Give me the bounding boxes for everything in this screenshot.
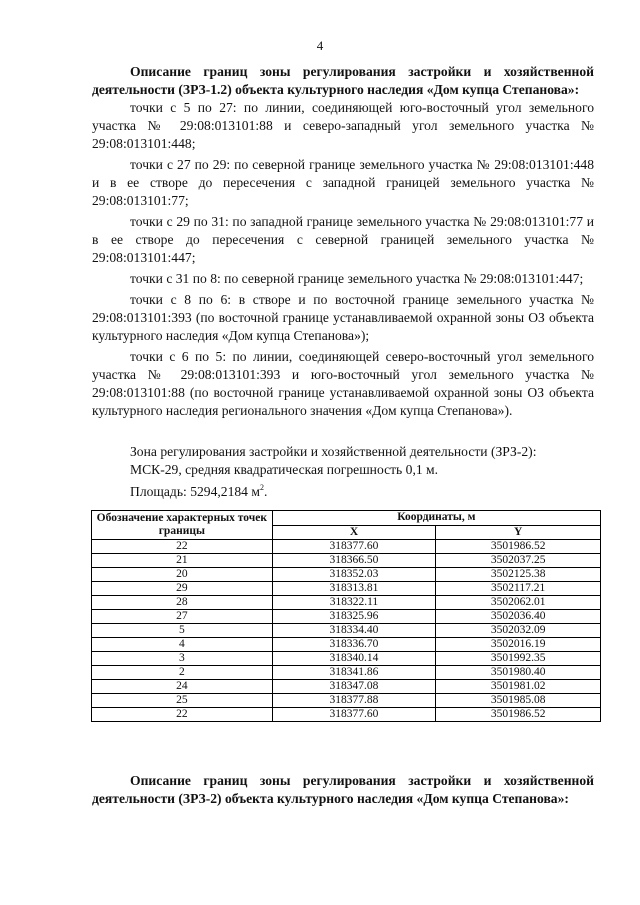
section-2-heading: Описание границ зоны регулирования застройки и хозяйственной деятельности (ЗРЗ-2) объекта культурного наследия «Дом купца Степанова»: [92, 773, 594, 806]
table-row [92, 568, 601, 582]
y-cell: 3501980.40 [436, 666, 601, 680]
zone-area-label: Площадь: 5294,2184 м [130, 484, 260, 499]
table-row [92, 596, 601, 610]
table-row [92, 638, 601, 652]
x-cell: 318334.40 [272, 624, 436, 638]
table-row [92, 610, 601, 624]
boundary-description-3: точки с 29 по 31: по западной границе земельного участка № 29:08:013101:77 и в ее створе до пересечения с северной границей земельного участка № 29:08:013101:447; [92, 214, 594, 265]
x-cell: 318377.88 [272, 694, 436, 708]
y-cell: 3502036.40 [436, 610, 601, 624]
table-row [92, 624, 601, 638]
x-cell: 318366.50 [272, 554, 436, 568]
y-cell: 3502037.25 [436, 554, 601, 568]
x-cell: 318340.14 [272, 652, 436, 666]
header-y: Y [436, 525, 601, 540]
x-cell: 318347.08 [272, 680, 436, 694]
zone-info [130, 443, 536, 501]
x-cell: 318341.86 [272, 666, 436, 680]
point-cell: 28 [92, 596, 273, 610]
boundary-description-2: точки с 27 по 29: по северной границе земельного участка № 29:08:013101:448 и в ее створе до пересечения с западной границей земельного участка № 29:08:013101:77; [92, 157, 594, 208]
section-2 [92, 772, 594, 808]
table-row [92, 582, 601, 596]
y-cell: 3502062.01 [436, 596, 601, 610]
y-cell: 3502032.09 [436, 624, 601, 638]
zone-area [130, 479, 536, 501]
table-row [92, 708, 601, 722]
section-1 [92, 63, 594, 423]
table-row [92, 666, 601, 680]
point-cell: 29 [92, 582, 273, 596]
x-cell: 318325.96 [272, 610, 436, 624]
point-cell: 5 [92, 624, 273, 638]
point-cell: 22 [92, 540, 273, 554]
table-row [92, 554, 601, 568]
y-cell: 3501986.52 [436, 540, 601, 554]
x-cell: 318336.70 [272, 638, 436, 652]
y-cell: 3501986.52 [436, 708, 601, 722]
header-x: X [272, 525, 436, 540]
point-cell: 25 [92, 694, 273, 708]
point-cell: 27 [92, 610, 273, 624]
point-cell: 20 [92, 568, 273, 582]
point-cell: 3 [92, 652, 273, 666]
y-cell: 3501985.08 [436, 694, 601, 708]
table-row [92, 694, 601, 708]
y-cell: 3502117.21 [436, 582, 601, 596]
y-cell: 3501992.35 [436, 652, 601, 666]
y-cell: 3501981.02 [436, 680, 601, 694]
coordinate-system: МСК-29, средняя квадратическая погрешность 0,1 м. [130, 462, 439, 477]
header-points: Обозначение характерных точек границы [92, 511, 273, 540]
y-cell: 3502016.19 [436, 638, 601, 652]
y-cell: 3502125.38 [436, 568, 601, 582]
point-cell: 2 [92, 666, 273, 680]
point-cell: 24 [92, 680, 273, 694]
header-coordinates: Координаты, м [272, 511, 600, 526]
zone-title: Зона регулирования застройки и хозяйственной деятельности (ЗРЗ-2): [130, 444, 537, 459]
boundary-description-6: точки с 6 по 5: по линии, соединяющей северо-восточный угол земельного участка № 29:08:013101:393 и юго-восточный угол земельного участка № 29:08:013101:88 (по восточной границе устанавливаемой охранной зоны ОЗ объекта культурного наследия регионального значения «Дом купца Степанова»). [92, 349, 594, 418]
table-row [92, 680, 601, 694]
point-cell: 21 [92, 554, 273, 568]
point-cell: 22 [92, 708, 273, 722]
x-cell: 318352.03 [272, 568, 436, 582]
zone-area-end: . [263, 484, 268, 499]
table-row [92, 540, 601, 554]
table-row [92, 652, 601, 666]
boundary-description-1: точки с 5 по 27: по линии, соединяющей юго-восточный угол земельного участка № 29:08:013101:88 и северо-западный угол земельного участка № 29:08:013101:448; [92, 100, 594, 151]
coordinates-table [91, 510, 601, 722]
section-1-heading: Описание границ зоны регулирования застройки и хозяйственной деятельности (ЗРЗ-1.2) объекта культурного наследия «Дом купца Степанова»: [92, 64, 594, 97]
point-cell: 4 [92, 638, 273, 652]
x-cell: 318322.11 [272, 596, 436, 610]
x-cell: 318377.60 [272, 708, 436, 722]
boundary-description-4: точки с 31 по 8: по северной границе земельного участка № 29:08:013101:447; [130, 271, 584, 286]
page-number: 4 [316, 38, 324, 53]
area-unit-superscript: 2 [259, 483, 264, 492]
x-cell: 318377.60 [272, 540, 436, 554]
x-cell: 318313.81 [272, 582, 436, 596]
boundary-description-5: точки с 8 по 6: в створе и по восточной границе земельного участка № 29:08:013101:393 (по восточной границе устанавливаемой охранной зоны ОЗ объекта культурного наследия «Дом купца Степанова»); [92, 292, 594, 343]
